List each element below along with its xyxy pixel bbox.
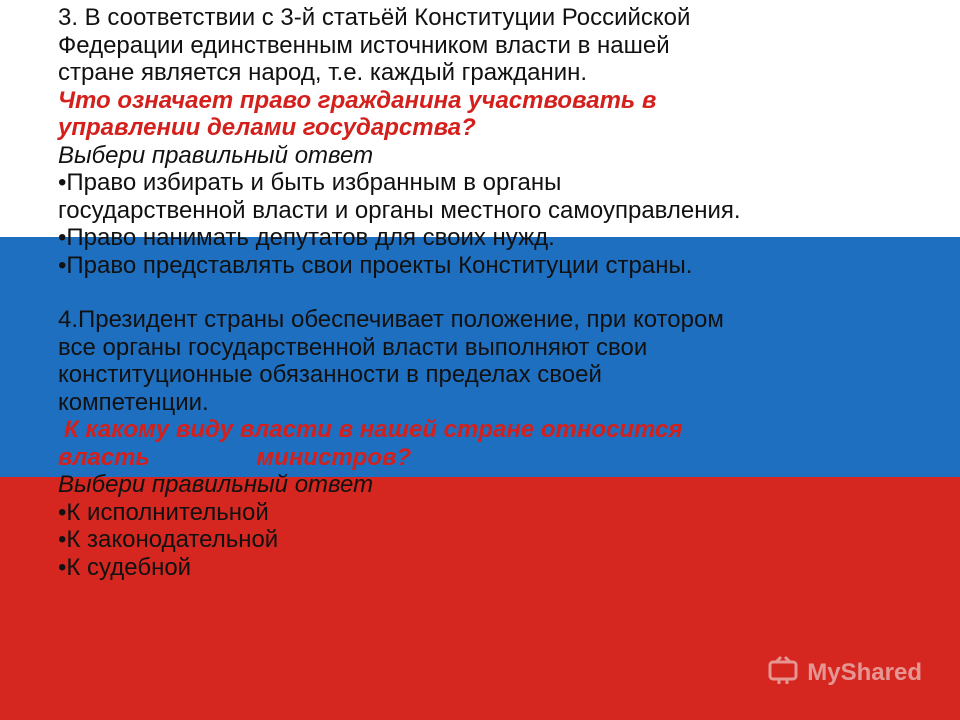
- block1-intro-line: 3. В соответствии с 3-й статьёй Конституции Российской: [58, 4, 691, 31]
- block1-intro-line: Федерации единственным источником власти в нашей: [58, 31, 670, 59]
- slide-text: [58, 4, 938, 581]
- block2-option: •К законодательной: [58, 526, 279, 553]
- block1-question-line: управлении делами государства?: [58, 114, 476, 141]
- block2-intro-line: все органы государственной власти выполняют свои: [58, 333, 648, 361]
- myshared-logo-icon: [767, 655, 801, 690]
- paragraph-gap: [58, 279, 938, 306]
- block1-option: •Право нанимать депутатов для своих нужд.: [58, 224, 555, 251]
- block2-intro-line: 4.Президент страны обеспечивает положение, при котором: [58, 306, 724, 333]
- block1-option: государственной власти и органы местного самоуправления.: [58, 196, 741, 224]
- block2-option: •К исполнительной: [58, 498, 269, 526]
- block1-option: •Право представлять свои проекты Конституции страны.: [58, 251, 693, 279]
- block2-prompt: Выбери правильный ответ: [58, 471, 374, 498]
- block2-question-line: К какому виду власти в нашей стране относится: [64, 416, 683, 443]
- watermark-text: MyShared: [807, 658, 922, 686]
- block2-intro-line: компетенции.: [58, 388, 209, 416]
- block1-question-line: Что означает право гражданина участвовать в: [58, 86, 657, 114]
- block2-option: •К судебной: [58, 553, 192, 581]
- block1-prompt: Выбери правильный ответ: [58, 141, 374, 169]
- block1-option: •Право избирать и быть избранным в органы: [58, 169, 562, 196]
- watermark: [767, 655, 922, 690]
- block2-intro-line: конституционные обязанности в пределах своей: [58, 361, 602, 388]
- block1-intro-line: стране является народ, т.е. каждый гражданин.: [58, 59, 588, 86]
- block2-question-line: власть министров?: [58, 443, 412, 471]
